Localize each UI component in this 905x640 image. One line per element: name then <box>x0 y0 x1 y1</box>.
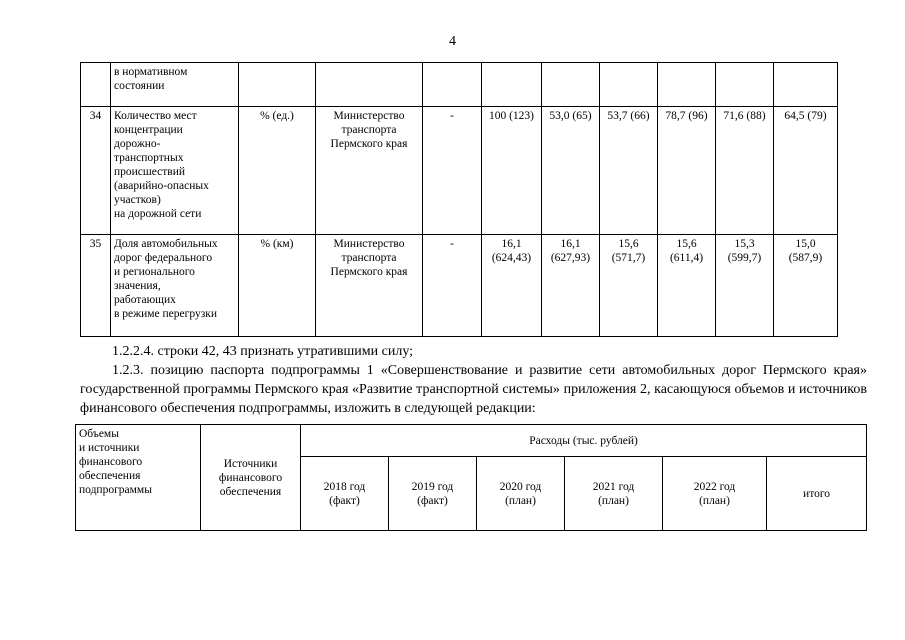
row-number <box>81 63 111 107</box>
indicator-name-line: концентрации <box>114 124 183 136</box>
indicator-name-line: и регионального <box>114 266 195 278</box>
indicator-name-line: дорог федерального <box>114 252 213 264</box>
responsible-line: Пермского края <box>330 266 408 278</box>
finance-col-sources-header <box>201 425 301 531</box>
indicators-table <box>80 62 838 337</box>
year-value <box>542 63 600 107</box>
year-value: 71,6 (88) <box>716 107 774 235</box>
year-value <box>716 235 774 337</box>
indicator-name-line: происшествий <box>114 166 186 178</box>
finance-col-sources-line: финансового <box>218 471 283 484</box>
year-value <box>658 63 716 107</box>
responsible-line: Пермского края <box>330 138 408 150</box>
finance-col-sources-line: Источники <box>223 457 278 470</box>
responsible-line: Министерство <box>333 110 405 122</box>
year-value-part: 15,6 <box>618 238 639 250</box>
unit: % (км) <box>239 235 316 337</box>
finance-col-volumes-line: Объемы <box>79 428 119 440</box>
year-header-line: (план) <box>505 494 536 507</box>
year-value: 78,7 (96) <box>658 107 716 235</box>
responsible-line: транспорта <box>341 252 397 264</box>
year-value <box>600 235 658 337</box>
unit: % (ед.) <box>239 107 316 235</box>
year-header-line: (план) <box>598 494 629 507</box>
year-value-part: (571,7) <box>611 252 646 264</box>
indicator-name-line: дорожно- <box>114 138 161 150</box>
year-header <box>663 457 767 531</box>
indicator-name <box>111 63 239 107</box>
year-header-line: (план) <box>699 494 730 507</box>
year-value <box>482 63 542 107</box>
year-value-part: (611,4) <box>669 252 704 264</box>
year-value-part: 15,3 <box>734 238 755 250</box>
paragraph-1-2-2-4: 1.2.2.4. строки 42, 43 признать утратившими силу; <box>112 344 414 359</box>
year-header <box>565 457 663 531</box>
responsible-line: Министерство <box>333 238 405 250</box>
page-number: 4 <box>449 34 456 49</box>
responsible <box>316 63 423 107</box>
year-value <box>542 235 600 337</box>
table-row <box>81 107 838 235</box>
finance-col-sources-line: обеспечения <box>219 485 282 498</box>
year-header-line: 2020 год <box>499 480 542 493</box>
responsible <box>316 107 423 235</box>
indicator-name-line: состоянии <box>114 80 165 92</box>
finance-col-volumes-header <box>76 425 201 531</box>
expenses-header: Расходы (тыс. рублей) <box>301 425 867 457</box>
total-header: итого <box>767 457 867 531</box>
year-value-part: 15,0 <box>795 238 816 250</box>
year-header-line: (факт) <box>329 494 360 507</box>
year-value-part: (627,93) <box>550 252 591 264</box>
indicator-name-line: участков) <box>114 194 161 206</box>
unit <box>239 63 316 107</box>
year-value-part: 16,1 <box>560 238 581 250</box>
year-value <box>716 63 774 107</box>
year-value-part: (599,7) <box>727 252 762 264</box>
year-value-part: 15,6 <box>676 238 697 250</box>
indicator-name-line: работающих <box>114 294 176 306</box>
indicator-name-line: на дорожной сети <box>114 208 202 220</box>
base-value: - <box>423 235 482 337</box>
indicator-name-line: значения, <box>114 280 161 292</box>
indicator-name-line: (аварийно-опасных <box>114 180 209 192</box>
year-value-part: (624,43) <box>491 252 532 264</box>
year-value <box>482 235 542 337</box>
row-number: 34 <box>81 107 111 235</box>
year-value: 53,0 (65) <box>542 107 600 235</box>
finance-col-volumes-line: и источники <box>79 442 140 454</box>
year-value <box>774 235 838 337</box>
year-header <box>301 457 389 531</box>
finance-col-volumes-line: финансового <box>79 456 143 468</box>
finance-col-volumes-line: подпрограммы <box>79 484 152 496</box>
responsible <box>316 235 423 337</box>
paragraph-1-2-3: 1.2.3. позицию паспорта подпрограммы 1 «Совершенствование и развитие сети автомобильных дорог Пермского края» государственной программы Пермского края «Развитие транспортной системы» приложения 2, касающуюся объемов и источников финансового обеспечения подпрограммы, изложить в следующей редакции: <box>80 363 867 416</box>
year-value-part: (587,9) <box>788 252 823 264</box>
year-header-line: 2019 год <box>411 480 454 493</box>
year-header <box>389 457 477 531</box>
row-number: 35 <box>81 235 111 337</box>
year-header <box>477 457 565 531</box>
indicator-name-line: в режиме перегрузки <box>114 308 217 320</box>
base-value: - <box>423 107 482 235</box>
year-value: 64,5 (79) <box>774 107 838 235</box>
table-row <box>81 63 838 107</box>
finance-table <box>75 424 867 531</box>
year-value: 100 (123) <box>482 107 542 235</box>
indicator-name <box>111 235 239 337</box>
year-header-line: (факт) <box>417 494 448 507</box>
year-value <box>600 63 658 107</box>
indicator-name-line: в нормативном <box>114 66 188 78</box>
year-value <box>658 235 716 337</box>
responsible-line: транспорта <box>341 124 397 136</box>
year-value <box>774 63 838 107</box>
year-header-line: 2022 год <box>693 480 736 493</box>
year-value-part: 16,1 <box>501 238 522 250</box>
base-value <box>423 63 482 107</box>
table-row <box>81 235 838 337</box>
indicator-name-line: Доля автомобильных <box>114 238 218 250</box>
indicator-name <box>111 107 239 235</box>
year-header-line: 2021 год <box>592 480 635 493</box>
indicator-name-line: транспортных <box>114 152 184 164</box>
indicator-name-line: Количество мест <box>114 110 197 122</box>
finance-col-volumes-line: обеспечения <box>79 470 141 482</box>
year-value: 53,7 (66) <box>600 107 658 235</box>
year-header-line: 2018 год <box>323 480 366 493</box>
